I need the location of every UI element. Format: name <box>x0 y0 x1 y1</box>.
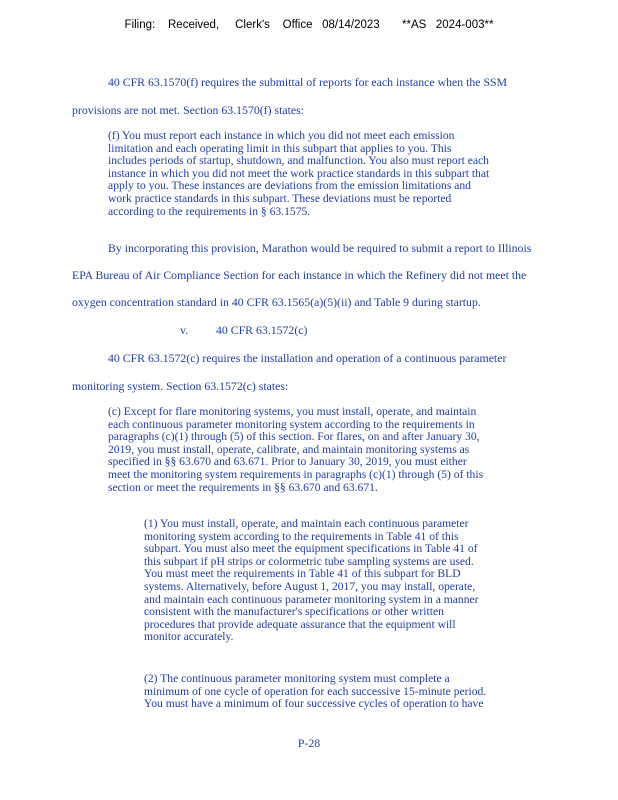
quote-block-c <box>108 406 483 494</box>
quote-line: monitoring system according to the requirements in Table 41 of this <box>144 529 459 543</box>
para2-line2: EPA Bureau of Air Compliance Section for each instance in which the Refinery did not meet the <box>72 268 527 282</box>
quote-line: limitation and each operating limit in this subpart that applies to you. This <box>108 141 452 155</box>
quote-line: work practice standards in this subpart. These deviations must be reported <box>108 191 452 205</box>
para3-line2: monitoring system. Section 63.1572(c) states: <box>72 379 289 393</box>
quote-line: (2) The continuous parameter monitoring system must complete a <box>144 672 450 685</box>
quote-line: monitor accurately. <box>144 630 234 644</box>
quote-line: instance in which you did not meet the work practice standards in this subpart that <box>108 166 490 180</box>
quote-line: specified in §§ 63.670 and 63.671. Prior to January 30, 2019, you must either <box>108 455 467 469</box>
para1-line2: provisions are not met. Section 63.1570(f) states: <box>72 103 304 117</box>
quote-line: meet the monitoring system requirements in paragraphs (c)(1) through (5) of this <box>108 467 484 481</box>
para2-line1: By incorporating this provision, Marathon would be required to submit a report to Illinois <box>108 241 532 255</box>
quote-line: this subpart if pH strips or colormetric tube sampling systems are used. <box>144 554 474 568</box>
para3-line1: 40 CFR 63.1572(c) requires the installation and operation of a continuous parameter <box>108 351 507 365</box>
quote-line: (c) Except for flare monitoring systems, you must install, operate, and maintain <box>108 405 477 418</box>
quote-line: each continuous parameter monitoring system according to the requirements in <box>108 417 475 431</box>
page-number: P-28 <box>297 736 321 750</box>
quote-line: minimum of one cycle of operation for each successive 15-minute period. <box>144 684 487 698</box>
quote-line: includes periods of startup, shutdown, and malfunction. You also must report each <box>108 154 489 168</box>
quote-line: (1) You must install, operate, and maintain each continuous parameter <box>144 517 469 530</box>
quote-line: subpart. You must also meet the equipment specifications in Table 41 of <box>144 542 478 556</box>
quote-block-c2 <box>144 673 486 711</box>
quote-line: You must meet the requirements in Table 41 of this subpart for BLD <box>144 567 461 581</box>
quote-line: apply to you. These instances are deviations from the emission limitations and <box>108 179 471 193</box>
quote-line: according to the requirements in § 63.1575. <box>108 204 311 218</box>
quote-line: 2019, you must install, operate, calibrate, and maintain monitoring systems as <box>108 442 470 456</box>
quote-block-c1 <box>144 518 479 644</box>
quote-line: procedures that provide adequate assurance that the equipment will <box>144 617 456 631</box>
quote-line: paragraphs (c)(1) through (5) of this section. For flares, on and after January 30, <box>108 430 480 444</box>
quote-line: consistent with the manufacturer's specifications or other written <box>144 605 444 619</box>
quote-line: systems. Alternatively, before August 1, 2017, you may install, operate, <box>144 579 476 593</box>
para1-line1: 40 CFR 63.1570(f) requires the submittal of reports for each instance when the SSM <box>108 75 508 89</box>
para2-line3: oxygen concentration standard in 40 CFR 63.1565(a)(5)(ii) and Table 9 during startup. <box>72 295 481 309</box>
quote-block-f <box>108 130 489 218</box>
quote-line: You must have a minimum of four successive cycles of operation to have <box>144 697 484 711</box>
section-title: 40 CFR 63.1572(c) <box>216 323 308 337</box>
section-number: v. <box>180 323 189 337</box>
quote-line: section or meet the requirements in §§ 63.670 and 63.671. <box>108 480 378 494</box>
quote-line: and maintain each continuous parameter monitoring system in a manner <box>144 592 479 606</box>
quote-line: (f) You must report each instance in which you did not meet each emission <box>108 129 455 142</box>
filing-header: Filing: Received, Clerk's Office 08/14/2023 **AS 2024-003** <box>124 19 494 31</box>
